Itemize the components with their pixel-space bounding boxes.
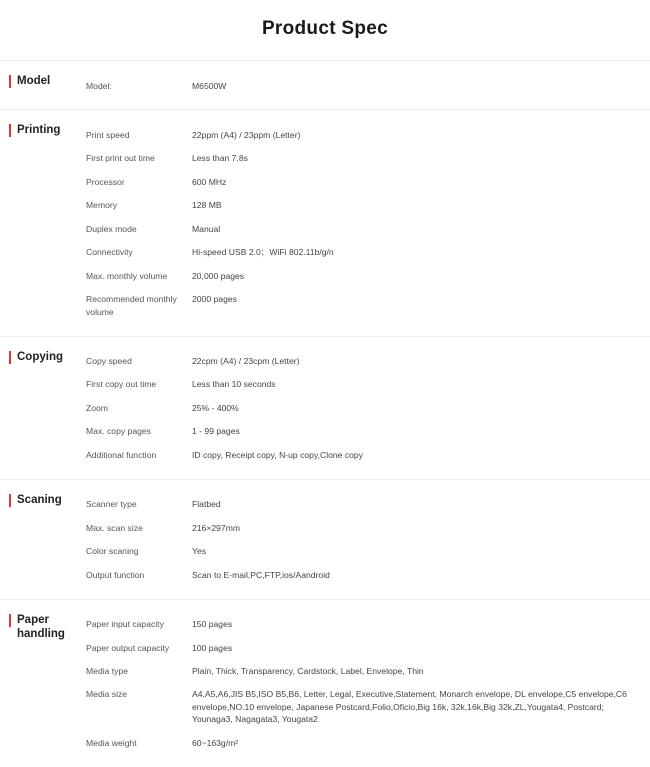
spec-row-label: Copy speed: [86, 356, 132, 367]
spec-row: [86, 636, 636, 659]
spec-row: [86, 516, 636, 539]
spec-row: [86, 540, 636, 563]
spec-row-value: 100 pages: [192, 642, 233, 653]
spec-row: [86, 123, 636, 146]
spec-row-value: 60~163g/m²: [192, 737, 239, 748]
spec-row-label: Color scaning: [86, 546, 139, 557]
spec-row-value: 150 pages: [192, 619, 233, 630]
spec-row-value: Scan to E-mail,PC,FTP,ios/Aandroid: [192, 569, 330, 580]
accent-bar-icon: [9, 494, 11, 507]
spec-section: [0, 336, 650, 479]
spec-row-label: Media type: [86, 666, 129, 677]
spec-section: [0, 479, 650, 599]
spec-row-value: 2000 pages: [192, 294, 237, 305]
spec-row: [86, 264, 636, 287]
spec-section: [0, 109, 650, 335]
spec-row: [86, 147, 636, 170]
accent-bar-icon: [9, 75, 11, 88]
section-rows: [86, 123, 650, 323]
spec-row: [86, 241, 636, 264]
section-rows: [86, 74, 650, 97]
spec-row-label: First print out time: [86, 153, 155, 164]
spec-row: [86, 563, 636, 586]
spec-row-value: 22cpm (A4) / 23cpm (Letter): [192, 356, 300, 367]
section-title: Scaning: [17, 493, 62, 506]
section-header: [0, 493, 86, 507]
spec-row-value: M6500W: [192, 80, 227, 91]
spec-row-label: Connectivity: [86, 247, 133, 258]
spec-row-label: Max. scan size: [86, 522, 143, 533]
spec-row: [86, 396, 636, 419]
spec-row-value: 1 - 99 pages: [192, 426, 240, 437]
section-title: Model: [17, 75, 51, 87]
spec-row-value: 22ppm (A4) / 23ppm (Letter): [192, 129, 301, 140]
spec-row-value: Yes: [192, 546, 207, 557]
spec-row: [86, 660, 636, 683]
section-header: [0, 613, 86, 642]
spec-section: [0, 60, 650, 109]
spec-row-value: 600 MHz: [192, 176, 227, 187]
spec-row-label: Scanner type: [86, 499, 137, 510]
spec-row-label: Additional function: [86, 449, 157, 460]
accent-bar-icon: [9, 124, 11, 137]
section-rows: [86, 350, 650, 467]
spec-row: [86, 170, 636, 193]
spec-sections: [0, 60, 650, 767]
spec-row-label: Processor: [86, 176, 125, 187]
spec-row-value: A4,A5,A6,JIS B5,ISO B5,B6, Letter, Legal, Executive,Statement, Monarch envelope, DL envelope,C5 envelope,C6 envelope,NO.10 envelope, Japanese Postcard,Folio,Oficio,Big 16k, 32k,16k,Big 32k,ZL,Yougata4, Postcard; Younaga3, Nagagata3, Yougata2: [192, 689, 627, 725]
spec-row-value: 25% - 400%: [192, 402, 239, 413]
section-header: [0, 350, 86, 364]
spec-row-label: Media weight: [86, 737, 137, 748]
section-title: Paper handling: [17, 613, 65, 640]
accent-bar-icon: [9, 351, 11, 364]
spec-row-value: Less than 10 seconds: [192, 379, 276, 390]
spec-row-label: Duplex mode: [86, 223, 137, 234]
spec-row: [86, 373, 636, 396]
spec-row: [86, 288, 636, 324]
spec-row-label: Memory: [86, 200, 118, 211]
spec-section: [0, 599, 650, 767]
spec-row: [86, 683, 636, 731]
spec-row-label: Paper output capacity: [86, 642, 170, 653]
spec-row: [86, 217, 636, 240]
spec-row-label: Recommended monthly volume: [86, 294, 177, 317]
spec-row-label: Output function: [86, 569, 145, 580]
spec-row-label: Zoom: [86, 402, 108, 413]
spec-row-value: Less than 7.8s: [192, 153, 248, 164]
spec-row-label: First copy out time: [86, 379, 157, 390]
section-header: [0, 74, 86, 88]
spec-row: [86, 493, 636, 516]
section-rows: [86, 613, 650, 755]
spec-row: [86, 731, 636, 754]
accent-bar-icon: [9, 614, 11, 627]
spec-row-value: 216×297mm: [192, 522, 241, 533]
section-title: Printing: [17, 124, 61, 137]
spec-row-label: Print speed: [86, 129, 130, 140]
spec-row-value: Flatbed: [192, 499, 221, 510]
spec-row-label: Media size: [86, 689, 128, 700]
spec-row: [86, 194, 636, 217]
spec-row: [86, 443, 636, 466]
spec-row-value: Hi-speed USB 2.0；WiFi 802.11b/g/n: [192, 247, 334, 258]
page-title: Product Spec: [261, 18, 389, 39]
spec-row-label: Paper input capacity: [86, 619, 164, 630]
spec-row-label: Model:: [86, 80, 112, 91]
spec-row-label: Max. monthly volume: [86, 270, 168, 281]
spec-row-label: Max. copy pages: [86, 426, 151, 437]
spec-row: [86, 74, 636, 97]
section-header: [0, 123, 86, 137]
spec-row-value: 128 MB: [192, 200, 222, 211]
spec-row-value: ID copy, Receipt copy, N-up copy,Clone copy: [192, 449, 363, 460]
spec-row-value: Plain, Thick, Transparency, Cardstock, Label, Envelope, Thin: [192, 666, 424, 677]
spec-row-value: Manual: [192, 223, 221, 234]
spec-row: [86, 420, 636, 443]
spec-row-value: 20,000 pages: [192, 270, 245, 281]
section-rows: [86, 493, 650, 587]
section-title: Copying: [17, 350, 63, 363]
spec-row: [86, 613, 636, 636]
spec-row: [86, 350, 636, 373]
